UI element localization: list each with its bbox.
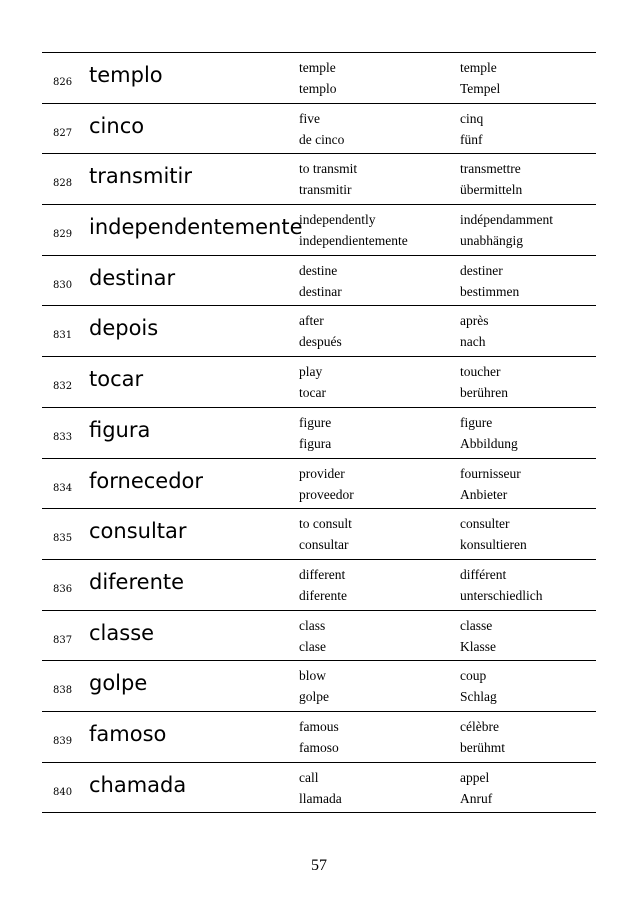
spanish-translation: golpe [299,689,329,705]
entry-number: 839 [53,735,73,747]
spanish-translation: destinar [299,283,342,299]
french-translation: transmettre [460,161,521,177]
french-translation: indépendamment [460,212,553,228]
table-row [42,357,596,408]
entry-number: 831 [53,330,73,342]
german-translation: nach [460,334,486,350]
headword: independentemente [89,215,303,240]
french-translation: classe [460,617,493,633]
english-translation: different [299,566,346,582]
entry-number: 834 [53,482,73,494]
german-translation: bestimmen [460,283,520,299]
spanish-translation: independientemente [299,233,408,249]
entry-number: 827 [53,127,73,139]
english-translation: figure [299,414,332,430]
german-translation: berühren [460,385,508,401]
french-translation: appel [460,769,490,785]
english-translation: five [299,110,320,126]
entry-number: 840 [53,786,73,798]
german-translation: berühmt [460,739,505,755]
headword: famoso [89,721,167,746]
table-row [42,306,596,357]
german-translation: fünf [460,131,483,147]
headword: tocar [89,367,144,392]
spanish-translation: proveedor [299,486,354,502]
french-translation: différent [460,566,507,582]
table-row [42,53,596,104]
german-translation: Anbieter [460,486,508,502]
table-row [42,661,596,712]
entry-number: 836 [53,583,73,595]
table-row [42,763,596,814]
spanish-translation: tocar [299,385,326,401]
french-translation: après [460,313,489,329]
french-translation: temple [460,60,497,75]
entry-number: 832 [53,381,73,393]
table-row [42,205,596,256]
french-translation: coup [460,668,487,684]
english-translation: to consult [299,516,352,532]
headword: figura [89,417,151,442]
headword: diferente [89,569,185,594]
english-translation: class [299,617,326,633]
headword: fornecedor [89,468,204,493]
english-translation: famous [299,718,339,734]
table-row [42,256,596,307]
headword: transmitir [89,164,192,189]
spanish-translation: después [299,334,342,350]
headword: classe [89,620,155,645]
spanish-translation: llamada [299,790,342,806]
french-translation: figure [460,414,493,430]
german-translation: Tempel [460,81,501,96]
entry-number: 828 [53,178,73,190]
entry-number: 833 [53,431,73,443]
table-row [42,611,596,662]
english-translation: destine [299,262,338,278]
french-translation: toucher [460,364,501,380]
german-translation: Abbildung [460,435,518,451]
french-translation: destiner [460,262,503,278]
english-translation: blow [299,668,326,684]
spanish-translation: consultar [299,537,349,553]
german-translation: Anruf [460,790,493,806]
vocabulary-table [42,52,596,813]
spanish-translation: diferente [299,587,347,603]
spanish-translation: transmitir [299,182,352,198]
entry-number: 835 [53,533,73,545]
headword: depois [89,316,159,341]
table-row [42,712,596,763]
headword: destinar [89,265,176,290]
english-translation: play [299,364,323,380]
spanish-translation: figura [299,435,332,451]
table-row [42,560,596,611]
french-translation: cinq [460,110,484,126]
english-translation: provider [299,465,345,481]
entry-number: 829 [53,229,73,241]
spanish-translation: clase [299,638,326,654]
table-row [42,408,596,459]
table-row [42,154,596,205]
french-translation: célèbre [460,718,499,734]
english-translation: to transmit [299,161,358,177]
headword: cinco [89,113,145,138]
headword: templo [89,63,163,87]
german-translation: Schlag [460,689,497,705]
german-translation: übermitteln [460,182,523,198]
page-number: 57 [311,857,327,874]
french-translation: consulter [460,516,510,532]
spanish-translation: de cinco [299,131,345,147]
entry-number: 830 [53,279,73,291]
english-translation: temple [299,60,336,75]
english-translation: after [299,313,324,329]
table-row [42,459,596,510]
entry-number: 837 [53,634,73,646]
german-translation: unabhängig [460,233,523,249]
entry-number: 838 [53,685,73,697]
german-translation: konsultieren [460,537,527,553]
headword: chamada [89,772,187,797]
headword: golpe [89,671,148,696]
english-translation: independently [299,212,376,228]
spanish-translation: templo [299,81,337,96]
table-row [42,509,596,560]
entry-number: 826 [53,77,73,88]
table-row [42,104,596,155]
german-translation: unterschiedlich [460,587,543,603]
spanish-translation: famoso [299,739,339,755]
french-translation: fournisseur [460,465,521,481]
english-translation: call [299,769,319,785]
german-translation: Klasse [460,638,496,654]
headword: consultar [89,519,187,544]
